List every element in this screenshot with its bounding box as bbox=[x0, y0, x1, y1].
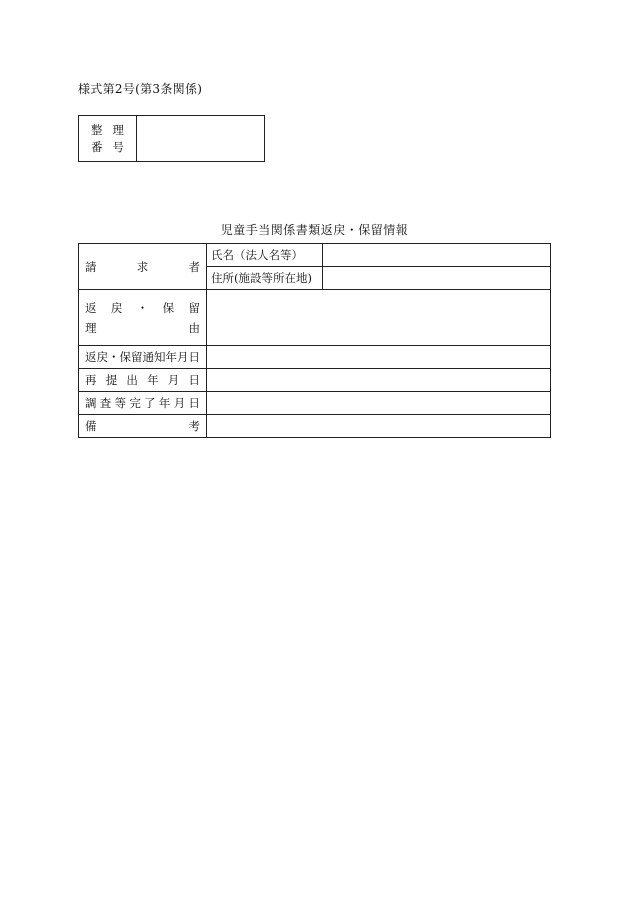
label-char: 年 bbox=[147, 373, 159, 387]
label-char: 提 bbox=[105, 373, 118, 387]
investigation-date-value[interactable] bbox=[207, 392, 551, 415]
label-char: 再 bbox=[85, 373, 97, 387]
label-char: 月 bbox=[173, 396, 186, 410]
label-char: 者 bbox=[188, 259, 200, 274]
claimant-name-label: 氏名（法人名等） bbox=[207, 244, 323, 267]
reason-label-cell bbox=[79, 290, 207, 346]
label-char: 戻 bbox=[110, 300, 123, 315]
label-char: 年 bbox=[158, 396, 171, 410]
investigation-date-label bbox=[79, 392, 207, 415]
label-char: 調 bbox=[85, 396, 97, 410]
label-char: 留 bbox=[188, 300, 200, 315]
label-char: 日 bbox=[188, 350, 200, 364]
reference-number-label bbox=[79, 116, 137, 161]
claimant-name-value[interactable] bbox=[323, 244, 551, 267]
label-char: 由 bbox=[188, 320, 200, 335]
label-char: 年 bbox=[165, 350, 177, 364]
label-char: 知 bbox=[154, 350, 166, 364]
table-row bbox=[79, 244, 551, 267]
notice-date-label bbox=[79, 346, 207, 369]
reason-value[interactable] bbox=[207, 290, 551, 346]
reason-label-line1 bbox=[85, 300, 200, 316]
table-row bbox=[79, 369, 551, 392]
label-char: 月 bbox=[167, 373, 180, 387]
remarks-value[interactable] bbox=[207, 415, 551, 438]
label-char: 考 bbox=[188, 419, 200, 433]
label-char: 理 bbox=[85, 320, 97, 335]
resubmit-date-label bbox=[79, 369, 207, 392]
label-char: 戻 bbox=[96, 350, 108, 364]
resubmit-date-value[interactable] bbox=[207, 369, 551, 392]
claimant-label bbox=[85, 259, 200, 275]
document-title: 児童手当関係書類返戻・保留情報 bbox=[220, 223, 409, 237]
label-char: 月 bbox=[177, 350, 189, 364]
label-char: 返 bbox=[85, 350, 97, 364]
label-char: ・ bbox=[136, 300, 149, 315]
label-char: 保 bbox=[119, 350, 131, 364]
label-char: 通 bbox=[142, 350, 154, 364]
claimant-address-value[interactable] bbox=[323, 267, 551, 290]
reference-number-value[interactable] bbox=[137, 116, 264, 161]
table-row bbox=[79, 415, 551, 438]
label-char: 査 bbox=[99, 396, 112, 410]
label-char: 求 bbox=[136, 259, 149, 274]
notice-date-value[interactable] bbox=[207, 346, 551, 369]
remarks-label bbox=[79, 415, 207, 438]
reference-label-line1: 整理 bbox=[91, 122, 134, 137]
table-row bbox=[79, 290, 551, 346]
label-char: 完 bbox=[129, 396, 141, 410]
label-char: 備 bbox=[85, 419, 97, 433]
label-char: 留 bbox=[131, 350, 143, 364]
label-char: 日 bbox=[188, 373, 200, 387]
label-char: 了 bbox=[144, 396, 156, 410]
table-row bbox=[79, 392, 551, 415]
reason-label-line2 bbox=[85, 320, 200, 336]
reference-label-line2: 番号 bbox=[91, 139, 134, 154]
label-char: 返 bbox=[85, 300, 97, 315]
form-number: 様式第2号(第3条関係) bbox=[78, 82, 203, 96]
claimant-address-label: 住所(施設等所在地) bbox=[207, 267, 323, 290]
claimant-label-cell bbox=[79, 244, 207, 290]
label-char: 日 bbox=[188, 396, 200, 410]
return-hold-info-table bbox=[78, 243, 551, 438]
label-char: 請 bbox=[85, 259, 97, 274]
reference-number-box bbox=[78, 115, 265, 162]
label-char: 保 bbox=[162, 300, 175, 315]
label-char: ・ bbox=[108, 350, 120, 364]
label-char: 出 bbox=[126, 373, 138, 387]
label-char: 等 bbox=[114, 396, 127, 410]
table-row bbox=[79, 346, 551, 369]
